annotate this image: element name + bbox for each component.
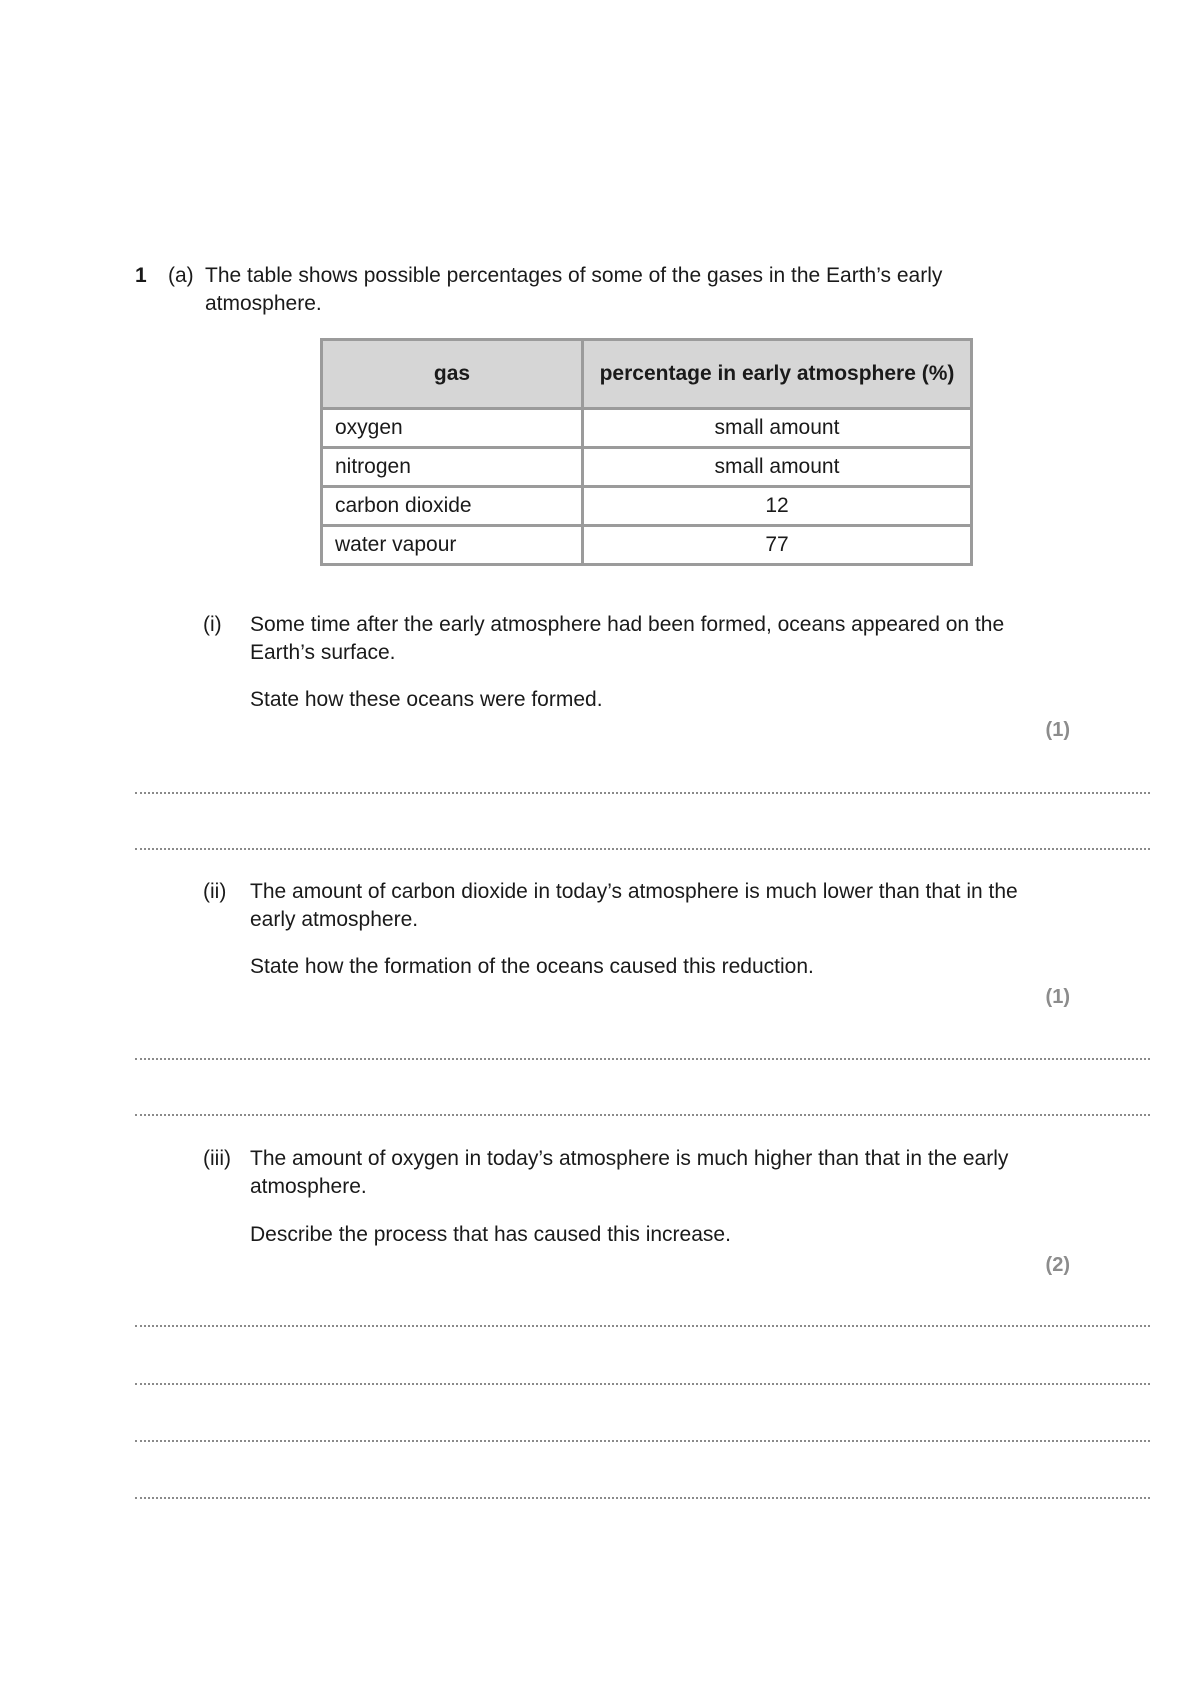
- question-intro: The table shows possible percentages of some of the gases in the Earth’s early atmosphere.: [205, 264, 943, 315]
- subquestion-prompt: State how these oceans were formed.: [250, 688, 603, 711]
- answer-line[interactable]: [135, 792, 1150, 794]
- table-cell-gas: water vapour: [322, 526, 583, 565]
- marks-label: (1): [1045, 986, 1070, 1008]
- subquestion-prompt: Describe the process that has caused this increase.: [250, 1223, 731, 1246]
- subquestion-text: Some time after the early atmosphere had been formed, oceans appeared on the Earth’s surface.: [250, 613, 1005, 664]
- table-row: [322, 448, 972, 487]
- subquestion-text: The amount of carbon dioxide in today’s atmosphere is much lower than that in the early atmosphere.: [250, 880, 1018, 931]
- subquestion-label: (i): [203, 613, 222, 636]
- subquestion-label: (ii): [203, 880, 227, 903]
- table-cell-percentage: 12: [583, 487, 972, 526]
- table-cell-gas: oxygen: [322, 409, 583, 448]
- answer-line[interactable]: [135, 1497, 1150, 1499]
- table-cell-gas: nitrogen: [322, 448, 583, 487]
- answer-line[interactable]: [135, 848, 1150, 850]
- answer-line[interactable]: [135, 1440, 1150, 1442]
- table-row: [322, 487, 972, 526]
- gas-percentage-table: [320, 338, 973, 566]
- answer-line[interactable]: [135, 1114, 1150, 1116]
- question-number: 1: [135, 264, 147, 287]
- table-row: [322, 409, 972, 448]
- table-row: [322, 526, 972, 565]
- answer-line[interactable]: [135, 1325, 1150, 1327]
- table-header-percentage: percentage in early atmosphere (%): [583, 340, 972, 409]
- table-cell-gas: carbon dioxide: [322, 487, 583, 526]
- subquestion-label: (iii): [203, 1147, 231, 1170]
- table-cell-percentage: 77: [583, 526, 972, 565]
- subquestion-prompt: State how the formation of the oceans caused this reduction.: [250, 955, 814, 978]
- marks-label: (2): [1045, 1254, 1070, 1276]
- question-part-label: (a): [168, 264, 194, 287]
- subquestion-text: The amount of oxygen in today’s atmosphere is much higher than that in the early atmosphere.: [250, 1147, 1009, 1198]
- table-header-gas: gas: [322, 340, 583, 409]
- table-cell-percentage: small amount: [583, 409, 972, 448]
- answer-line[interactable]: [135, 1058, 1150, 1060]
- answer-line[interactable]: [135, 1383, 1150, 1385]
- marks-label: (1): [1045, 719, 1070, 741]
- table-header-row: [322, 340, 972, 409]
- table-cell-percentage: small amount: [583, 448, 972, 487]
